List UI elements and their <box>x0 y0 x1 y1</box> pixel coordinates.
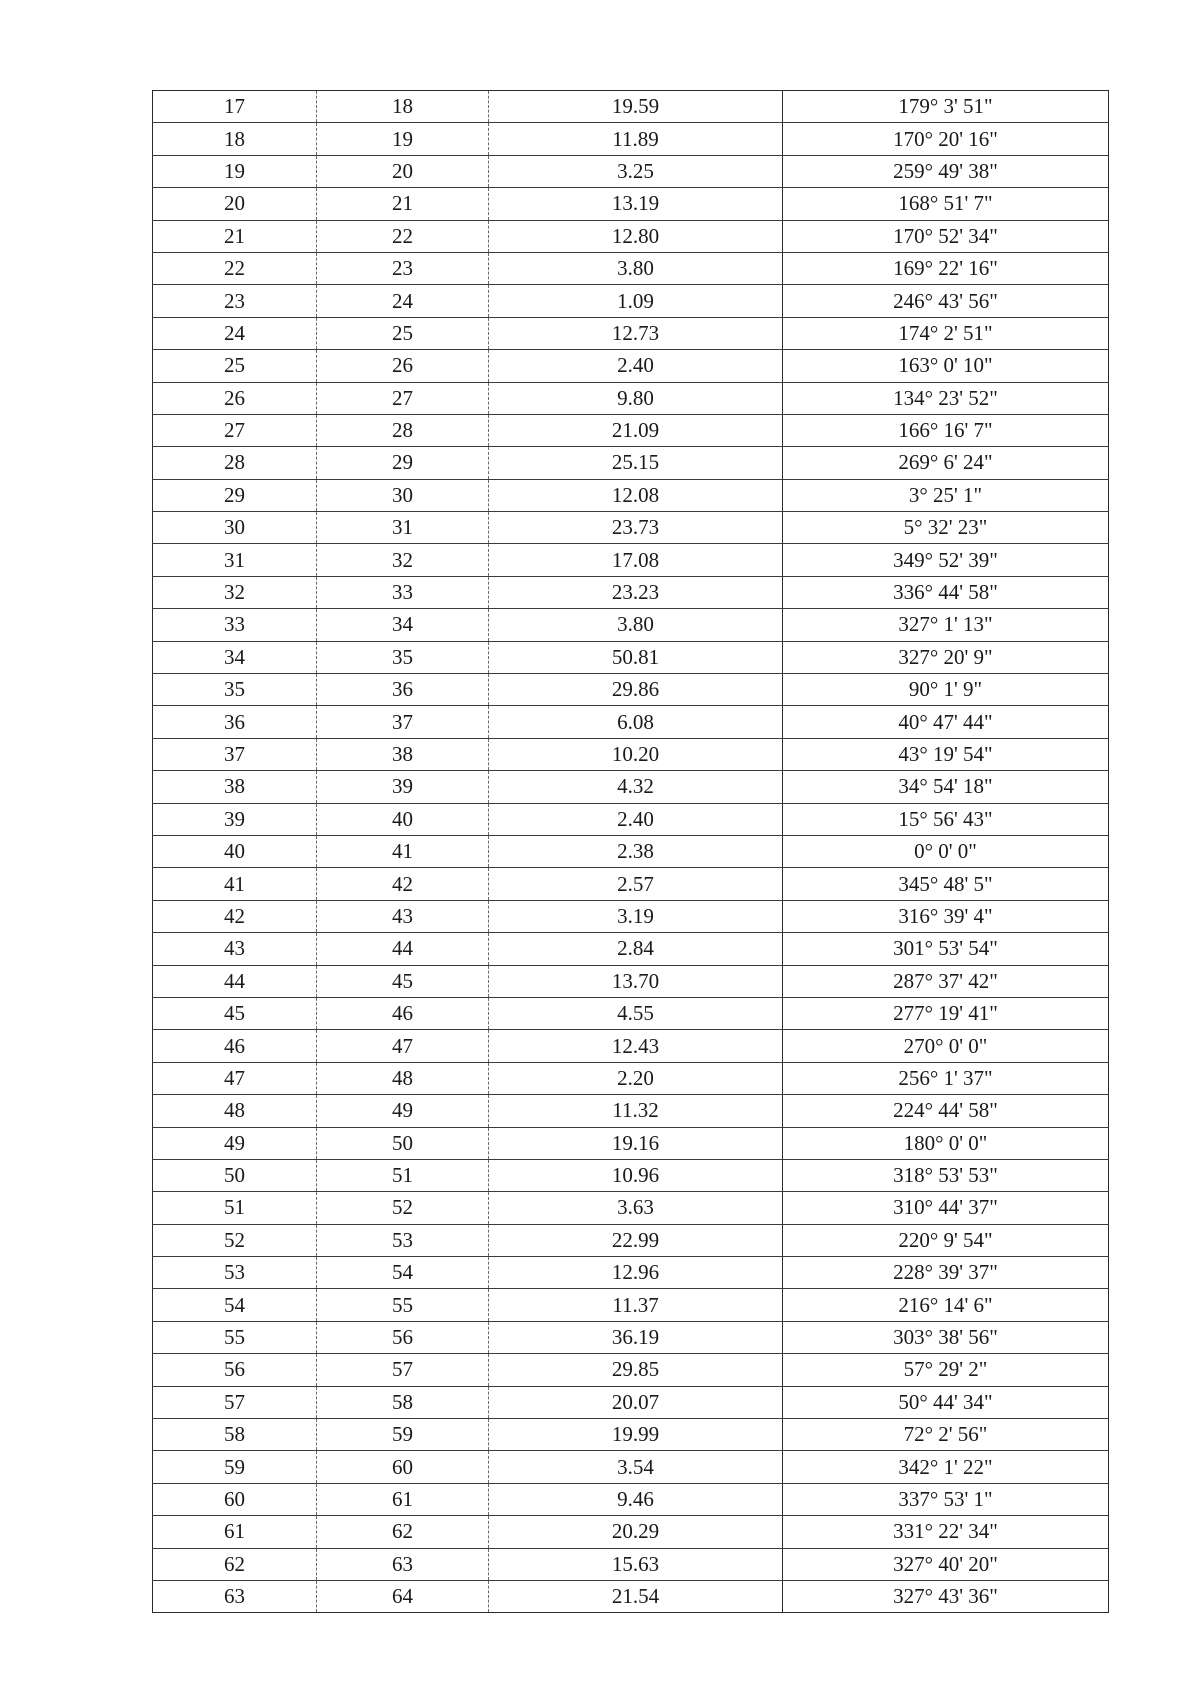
bearing-cell: 331° 22' 34" <box>783 1516 1109 1548</box>
from-point-cell: 29 <box>153 479 317 511</box>
from-point-cell: 38 <box>153 771 317 803</box>
distance-cell: 12.96 <box>489 1257 783 1289</box>
distance-cell: 9.80 <box>489 382 783 414</box>
distance-cell: 3.80 <box>489 609 783 641</box>
distance-cell: 19.16 <box>489 1127 783 1159</box>
survey-table <box>152 90 1109 1613</box>
from-point-cell: 62 <box>153 1548 317 1580</box>
bearing-cell: 301° 53' 54" <box>783 933 1109 965</box>
to-point-cell: 47 <box>317 1030 489 1062</box>
bearing-cell: 134° 23' 52" <box>783 382 1109 414</box>
from-point-cell: 55 <box>153 1321 317 1353</box>
from-point-cell: 24 <box>153 317 317 349</box>
to-point-cell: 24 <box>317 285 489 317</box>
from-point-cell: 48 <box>153 1095 317 1127</box>
from-point-cell: 58 <box>153 1419 317 1451</box>
bearing-cell: 327° 20' 9" <box>783 641 1109 673</box>
table-row <box>153 91 1109 123</box>
from-point-cell: 19 <box>153 155 317 187</box>
to-point-cell: 59 <box>317 1419 489 1451</box>
to-point-cell: 55 <box>317 1289 489 1321</box>
bearing-cell: 228° 39' 37" <box>783 1257 1109 1289</box>
to-point-cell: 22 <box>317 220 489 252</box>
table-row <box>153 479 1109 511</box>
table-row <box>153 350 1109 382</box>
from-point-cell: 40 <box>153 835 317 867</box>
from-point-cell: 61 <box>153 1516 317 1548</box>
bearing-cell: 40° 47' 44" <box>783 706 1109 738</box>
to-point-cell: 52 <box>317 1192 489 1224</box>
bearing-cell: 174° 2' 51" <box>783 317 1109 349</box>
distance-cell: 36.19 <box>489 1321 783 1353</box>
to-point-cell: 30 <box>317 479 489 511</box>
to-point-cell: 53 <box>317 1224 489 1256</box>
distance-cell: 3.25 <box>489 155 783 187</box>
table-row <box>153 900 1109 932</box>
table-row <box>153 155 1109 187</box>
distance-cell: 13.70 <box>489 965 783 997</box>
distance-cell: 11.32 <box>489 1095 783 1127</box>
from-point-cell: 36 <box>153 706 317 738</box>
bearing-cell: 0° 0' 0" <box>783 835 1109 867</box>
distance-cell: 4.32 <box>489 771 783 803</box>
table-row <box>153 1224 1109 1256</box>
bearing-cell: 43° 19' 54" <box>783 738 1109 770</box>
from-point-cell: 18 <box>153 123 317 155</box>
distance-cell: 1.09 <box>489 285 783 317</box>
bearing-cell: 259° 49' 38" <box>783 155 1109 187</box>
to-point-cell: 58 <box>317 1386 489 1418</box>
distance-cell: 2.20 <box>489 1062 783 1094</box>
from-point-cell: 42 <box>153 900 317 932</box>
from-point-cell: 46 <box>153 1030 317 1062</box>
bearing-cell: 3° 25' 1" <box>783 479 1109 511</box>
table-row <box>153 1127 1109 1159</box>
to-point-cell: 29 <box>317 447 489 479</box>
table-row <box>153 1548 1109 1580</box>
distance-cell: 20.29 <box>489 1516 783 1548</box>
to-point-cell: 56 <box>317 1321 489 1353</box>
from-point-cell: 22 <box>153 252 317 284</box>
bearing-cell: 327° 1' 13" <box>783 609 1109 641</box>
table-row <box>153 1030 1109 1062</box>
to-point-cell: 20 <box>317 155 489 187</box>
distance-cell: 10.96 <box>489 1159 783 1191</box>
distance-cell: 12.73 <box>489 317 783 349</box>
table-row <box>153 1386 1109 1418</box>
survey-table-body <box>153 91 1109 1613</box>
distance-cell: 12.08 <box>489 479 783 511</box>
bearing-cell: 180° 0' 0" <box>783 1127 1109 1159</box>
table-row <box>153 738 1109 770</box>
bearing-cell: 246° 43' 56" <box>783 285 1109 317</box>
bearing-cell: 163° 0' 10" <box>783 350 1109 382</box>
bearing-cell: 220° 9' 54" <box>783 1224 1109 1256</box>
distance-cell: 22.99 <box>489 1224 783 1256</box>
distance-cell: 3.63 <box>489 1192 783 1224</box>
table-row <box>153 1062 1109 1094</box>
to-point-cell: 25 <box>317 317 489 349</box>
bearing-cell: 316° 39' 4" <box>783 900 1109 932</box>
to-point-cell: 34 <box>317 609 489 641</box>
to-point-cell: 38 <box>317 738 489 770</box>
bearing-cell: 57° 29' 2" <box>783 1354 1109 1386</box>
bearing-cell: 327° 43' 36" <box>893 1584 998 1609</box>
distance-cell: 3.80 <box>489 252 783 284</box>
distance-cell: 10.20 <box>489 738 783 770</box>
bearing-cell: 277° 19' 41" <box>783 997 1109 1029</box>
from-point-cell: 43 <box>153 933 317 965</box>
bearing-cell: 310° 44' 37" <box>783 1192 1109 1224</box>
from-point-cell: 54 <box>153 1289 317 1321</box>
table-row <box>153 1451 1109 1483</box>
bearing-cell: 327° 40' 20" <box>783 1548 1109 1580</box>
to-point-cell: 42 <box>317 868 489 900</box>
table-row <box>153 868 1109 900</box>
distance-cell: 2.38 <box>489 835 783 867</box>
table-row <box>153 512 1109 544</box>
from-point-cell: 45 <box>153 997 317 1029</box>
to-point-cell: 35 <box>317 641 489 673</box>
table-row <box>153 1419 1109 1451</box>
table-row <box>153 123 1109 155</box>
from-point-cell: 26 <box>153 382 317 414</box>
bearing-cell: 224° 44' 58" <box>783 1095 1109 1127</box>
distance-cell: 2.84 <box>489 933 783 965</box>
table-row <box>153 544 1109 576</box>
table-row <box>153 803 1109 835</box>
table-row <box>153 1289 1109 1321</box>
from-point-cell: 44 <box>153 965 317 997</box>
distance-cell: 17.08 <box>489 544 783 576</box>
to-point-cell: 48 <box>317 1062 489 1094</box>
from-point-cell: 30 <box>153 512 317 544</box>
to-point-cell: 40 <box>317 803 489 835</box>
table-row <box>153 285 1109 317</box>
table-row <box>153 220 1109 252</box>
table-row <box>153 706 1109 738</box>
bearing-cell: 318° 53' 53" <box>783 1159 1109 1191</box>
table-row <box>153 576 1109 608</box>
bearing-cell: 337° 53' 1" <box>783 1483 1109 1515</box>
distance-cell: 29.85 <box>489 1354 783 1386</box>
distance-cell: 11.37 <box>489 1289 783 1321</box>
to-point-cell: 57 <box>317 1354 489 1386</box>
bearing-cell: 168° 51' 7" <box>783 188 1109 220</box>
from-point-cell: 52 <box>153 1224 317 1256</box>
table-row <box>153 382 1109 414</box>
from-point-cell: 23 <box>153 285 317 317</box>
from-point-cell: 63 <box>153 1580 317 1612</box>
from-point-cell: 39 <box>153 803 317 835</box>
from-point-cell: 60 <box>153 1483 317 1515</box>
to-point-cell: 23 <box>317 252 489 284</box>
to-point-cell: 44 <box>317 933 489 965</box>
table-row <box>153 1321 1109 1353</box>
distance-cell: 20.07 <box>489 1386 783 1418</box>
distance-cell: 19.99 <box>489 1419 783 1451</box>
table-row <box>153 317 1109 349</box>
distance-cell: 29.86 <box>489 674 783 706</box>
to-point-cell: 46 <box>317 997 489 1029</box>
bearing-cell: 349° 52' 39" <box>783 544 1109 576</box>
bearing-cell: 270° 0' 0" <box>783 1030 1109 1062</box>
distance-cell: 23.73 <box>489 512 783 544</box>
from-point-cell: 53 <box>153 1257 317 1289</box>
to-point-cell: 63 <box>317 1548 489 1580</box>
table-row <box>153 188 1109 220</box>
bearing-cell: 287° 37' 42" <box>783 965 1109 997</box>
bearing-cell: 170° 52' 34" <box>783 220 1109 252</box>
distance-cell: 6.08 <box>489 706 783 738</box>
to-point-cell: 45 <box>317 965 489 997</box>
distance-cell: 25.15 <box>489 447 783 479</box>
from-point-cell: 32 <box>153 576 317 608</box>
distance-cell: 12.80 <box>489 220 783 252</box>
to-point-cell: 28 <box>317 414 489 446</box>
from-point-cell: 27 <box>153 414 317 446</box>
to-point-cell: 49 <box>317 1095 489 1127</box>
table-row <box>153 1257 1109 1289</box>
to-point-cell: 50 <box>317 1127 489 1159</box>
from-point-cell: 20 <box>153 188 317 220</box>
bearing-cell: 269° 6' 24" <box>783 447 1109 479</box>
distance-cell: 3.19 <box>489 900 783 932</box>
from-point-cell: 41 <box>153 868 317 900</box>
to-point-cell: 41 <box>317 835 489 867</box>
distance-cell: 9.46 <box>489 1483 783 1515</box>
bearing-cell: 303° 38' 56" <box>783 1321 1109 1353</box>
table-row <box>153 1192 1109 1224</box>
table-row <box>153 1095 1109 1127</box>
bearing-cell: 336° 44' 58" <box>783 576 1109 608</box>
table-row <box>153 609 1109 641</box>
table-row <box>153 252 1109 284</box>
bearing-cell: 50° 44' 34" <box>783 1386 1109 1418</box>
table-row <box>153 1516 1109 1548</box>
to-point-cell: 51 <box>317 1159 489 1191</box>
to-point-cell: 39 <box>317 771 489 803</box>
bearing-cell: 166° 16' 7" <box>783 414 1109 446</box>
distance-cell: 2.57 <box>489 868 783 900</box>
to-point-cell: 33 <box>317 576 489 608</box>
to-point-cell: 61 <box>317 1483 489 1515</box>
bearing-cell: 90° 1' 9" <box>783 674 1109 706</box>
from-point-cell: 35 <box>153 674 317 706</box>
bearing-cell: 342° 1' 22" <box>783 1451 1109 1483</box>
from-point-cell: 50 <box>153 1159 317 1191</box>
to-point-cell: 36 <box>317 674 489 706</box>
table-row <box>153 674 1109 706</box>
distance-cell: 21.09 <box>489 414 783 446</box>
table-row <box>153 447 1109 479</box>
from-point-cell: 49 <box>153 1127 317 1159</box>
distance-cell: 3.54 <box>489 1451 783 1483</box>
table-row <box>153 1159 1109 1191</box>
from-point-cell: 25 <box>153 350 317 382</box>
to-point-cell: 18 <box>317 91 489 123</box>
table-row <box>153 933 1109 965</box>
to-point-cell: 43 <box>317 900 489 932</box>
to-point-cell: 32 <box>317 544 489 576</box>
distance-cell: 13.19 <box>489 188 783 220</box>
distance-cell: 11.89 <box>489 123 783 155</box>
to-point-cell: 37 <box>317 706 489 738</box>
to-point-cell: 54 <box>317 1257 489 1289</box>
bearing-cell: 34° 54' 18" <box>783 771 1109 803</box>
bearing-cell: 179° 3' 51" <box>783 91 1109 123</box>
bearing-cell: 256° 1' 37" <box>783 1062 1109 1094</box>
bearing-cell: 169° 22' 16" <box>783 252 1109 284</box>
table-row <box>153 1354 1109 1386</box>
table-row <box>153 641 1109 673</box>
from-point-cell: 56 <box>153 1354 317 1386</box>
bearing-cell: 15° 56' 43" <box>783 803 1109 835</box>
from-point-cell: 28 <box>153 447 317 479</box>
table-row <box>153 997 1109 1029</box>
from-point-cell: 59 <box>153 1451 317 1483</box>
distance-cell: 23.23 <box>489 576 783 608</box>
distance-cell: 2.40 <box>489 350 783 382</box>
bearing-cell: 345° 48' 5" <box>783 868 1109 900</box>
table-row <box>153 1580 1109 1612</box>
from-point-cell: 31 <box>153 544 317 576</box>
to-point-cell: 26 <box>317 350 489 382</box>
from-point-cell: 34 <box>153 641 317 673</box>
table-row <box>153 1483 1109 1515</box>
table-row <box>153 965 1109 997</box>
from-point-cell: 21 <box>153 220 317 252</box>
distance-cell: 50.81 <box>489 641 783 673</box>
bearing-cell: 72° 2' 56" <box>783 1419 1109 1451</box>
table-row <box>153 771 1109 803</box>
distance-cell: 15.63 <box>489 1548 783 1580</box>
table-row <box>153 414 1109 446</box>
from-point-cell: 47 <box>153 1062 317 1094</box>
from-point-cell: 51 <box>153 1192 317 1224</box>
to-point-cell: 62 <box>317 1516 489 1548</box>
bearing-cell: 170° 20' 16" <box>783 123 1109 155</box>
distance-cell: 4.55 <box>489 997 783 1029</box>
distance-cell: 2.40 <box>489 803 783 835</box>
to-point-cell: 31 <box>317 512 489 544</box>
table-row <box>153 835 1109 867</box>
bearing-cell: 216° 14' 6" <box>783 1289 1109 1321</box>
distance-cell: 19.59 <box>489 91 783 123</box>
bearing-cell: 5° 32' 23" <box>783 512 1109 544</box>
to-point-cell: 27 <box>317 382 489 414</box>
from-point-cell: 37 <box>153 738 317 770</box>
from-point-cell: 33 <box>153 609 317 641</box>
to-point-cell: 19 <box>317 123 489 155</box>
distance-cell: 21.54 <box>489 1580 783 1612</box>
distance-cell: 12.43 <box>489 1030 783 1062</box>
to-point-cell: 64 <box>317 1580 489 1612</box>
from-point-cell: 17 <box>153 91 317 123</box>
to-point-cell: 60 <box>317 1451 489 1483</box>
to-point-cell: 21 <box>317 188 489 220</box>
from-point-cell: 57 <box>153 1386 317 1418</box>
